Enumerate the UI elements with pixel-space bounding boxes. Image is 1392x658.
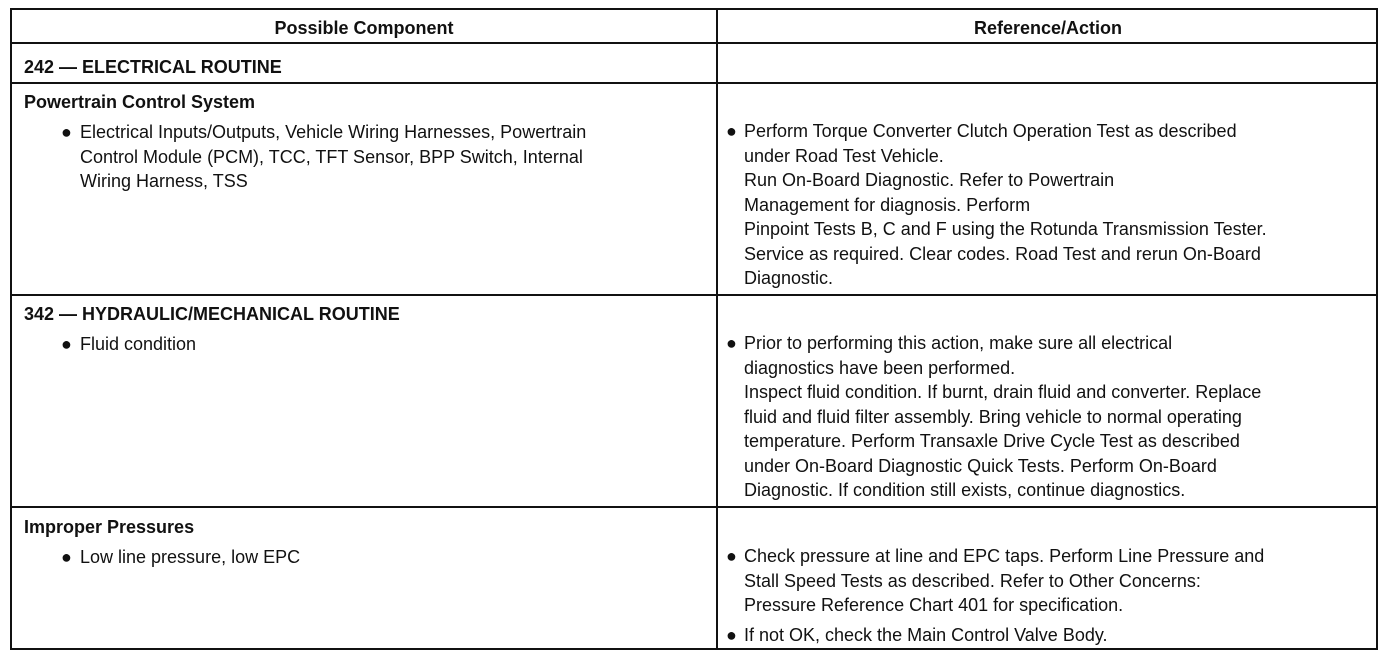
bullet-icon: ● (726, 624, 737, 645)
section-title-hydraulic-routine: 342 — HYDRAULIC/MECHANICAL ROUTINE (24, 304, 400, 324)
bullet-icon: ● (61, 122, 72, 142)
action-item (726, 119, 1376, 291)
table-row-powertrain-component (24, 90, 704, 194)
action-line: Run On-Board Diagnostic. Refer to Powertrain (744, 170, 1115, 190)
action-line: Diagnostic. (744, 268, 834, 288)
action-item (726, 544, 1376, 618)
action-item (726, 331, 1376, 503)
component-line: Electrical Inputs/Outputs, Vehicle Wiring Harnesses, Powertrain (80, 122, 587, 142)
action-line: Pressure Reference Chart 401 for specification. (744, 595, 1124, 615)
header-divider (12, 42, 1376, 44)
component-line: Control Module (PCM), TCC, TFT Sensor, BPP Switch, Internal (80, 146, 583, 167)
row-divider (12, 506, 1376, 508)
action-line: fluid and fluid filter assembly. Bring vehicle to normal operating (744, 406, 1242, 427)
table-row-powertrain-action (726, 119, 1376, 291)
table-row-hydraulic-action (726, 331, 1376, 503)
action-line: Diagnostic. If condition still exists, continue diagnostics. (744, 480, 1186, 500)
action-line: Check pressure at line and EPC taps. Perform Line Pressure and (744, 546, 1265, 566)
component-item (24, 545, 704, 570)
column-divider (716, 10, 718, 648)
row-divider (12, 82, 1376, 84)
component-item (24, 120, 704, 194)
component-line: Low line pressure, low EPC (80, 547, 301, 567)
action-line: If not OK, check the Main Control Valve Body. (744, 624, 1108, 645)
action-line: diagnostics have been performed. (744, 357, 1016, 378)
bullet-icon: ● (726, 546, 737, 566)
action-line: Stall Speed Tests as described. Refer to Other Concerns: (744, 570, 1201, 591)
action-line: Service as required. Clear codes. Road Test and rerun On-Board (744, 243, 1261, 264)
action-line: under On-Board Diagnostic Quick Tests. Perform On-Board (744, 455, 1217, 476)
action-line: under Road Test Vehicle. (744, 145, 944, 166)
action-line: Inspect fluid condition. If burnt, drain fluid and converter. Replace (744, 382, 1262, 402)
header-possible-component: Possible Component (274, 18, 454, 38)
component-line: Wiring Harness, TSS (80, 171, 248, 191)
action-line: Prior to performing this action, make sure all electrical (744, 333, 1173, 353)
table-row-pressures-component (24, 515, 704, 570)
section-title-electrical-routine: 242 — ELECTRICAL ROUTINE (24, 57, 282, 77)
section-title-improper-pressures: Improper Pressures (24, 517, 195, 537)
action-line: Management for diagnosis. Perform (744, 194, 1031, 215)
bullet-icon: ● (61, 334, 72, 354)
header-reference-action: Reference/Action (973, 18, 1123, 38)
action-line: Perform Torque Converter Clutch Operation Test as described (744, 121, 1237, 141)
component-line: Fluid condition (80, 334, 197, 354)
section-title-powertrain: Powertrain Control System (24, 92, 256, 112)
bullet-icon: ● (726, 121, 737, 141)
action-line: temperature. Perform Transaxle Drive Cycle Test as described (744, 431, 1240, 451)
component-item (24, 332, 704, 357)
bullet-icon: ● (61, 547, 72, 567)
row-divider (12, 294, 1376, 296)
action-line: Pinpoint Tests B, C and F using the Rotunda Transmission Tester. (744, 219, 1267, 239)
table-row-hydraulic-component (24, 302, 704, 357)
action-item (726, 623, 1376, 648)
table-row-pressures-action (726, 544, 1376, 647)
diagnostic-table (10, 8, 1378, 650)
bullet-icon: ● (726, 333, 737, 353)
